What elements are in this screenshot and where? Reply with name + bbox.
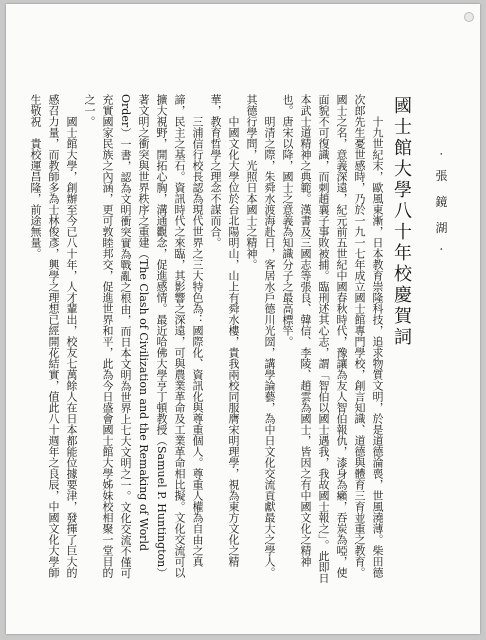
paragraph: 三浦信行校長認為現代世界之三大特色為：國際化、資訊化與尊重個人。尊重人權為自由之真諦，民主之基石。資訊時代之來臨，其影響之深遠，可與農業革命及工業革命相比擬。文化交流可以擴大視野，開拓心胸，溝通觀念，促進感情。最近哈佛大學亨丁頓教授（Samuel P. Huntington）著文明之衝突與世界秩序之重建（The Clash of Civilization and the Remaking of World Order）一書，認為文明衝突實為戰亂之根由，而日本文明為世界上七大文明之一。文化交流不僅可充實國家民族之內涵，更可敦睦邦交，促進世界和平，此為今日盛會國士館大學姊妹校相聚一堂目的之一。 xyxy=(83,94,204,579)
paragraph: 中國文化大學位於台北陽明山，山上有舜水樓，貴我兩校同服膺宋明理學，視為東方文化之精華，教育哲學之理念不謀而合。 xyxy=(209,94,240,567)
document-title: 國士館大學八十年校慶賀詞 xyxy=(391,96,412,348)
document-author: · 張 鏡 湖 · xyxy=(434,152,448,256)
paragraph: 十九世紀末，歐風東漸，日本教育崇隆科技，追求物質文明，於是道德淪喪，世風澆薄。柴田德次郎先生憂世感時，乃於一九一七年成立國士館專門學校，創言知識、道德與體育三育並重之教育。國士之名，意義深遠，紀元前五世紀中國春秋時代，豫讓為友人智伯報仇，漆身為癩，吞炭為啞，使面貌不可復識，而刺趙襄子事敗被捕。臨刑述其心志，謂「智伯以國士遇我，我故國士報之」。此即日本武士道精神之典範。漢書及三國志等張良、韓信、李陵、趙雲為國士，皆因之有中國文化之精神也。唐宋以降，國士之意義為知識分子之最高標竿。 xyxy=(281,94,384,584)
paragraph: 國士館大學，創辦至今已八十年，人才輩出，校友七萬餘人在日本都能位據要津，發揮了巨大的感召力量，而教師多為士林俊彥，興學之理想已經開花結實，值此八十週年之良辰，中國文化大學師生敬祝 貴校運昌隆，前途無量。 xyxy=(29,94,78,578)
staple-hole xyxy=(464,12,474,22)
paragraph: 明清之際，朱舜水渡海赴日，客居水戶德川光圀，講學論藝，為中日文化交流貢獻最大之學人。其德行學問，光照日本國士之精神。 xyxy=(245,94,276,578)
document-body xyxy=(26,94,386,584)
document-page xyxy=(6,4,480,634)
